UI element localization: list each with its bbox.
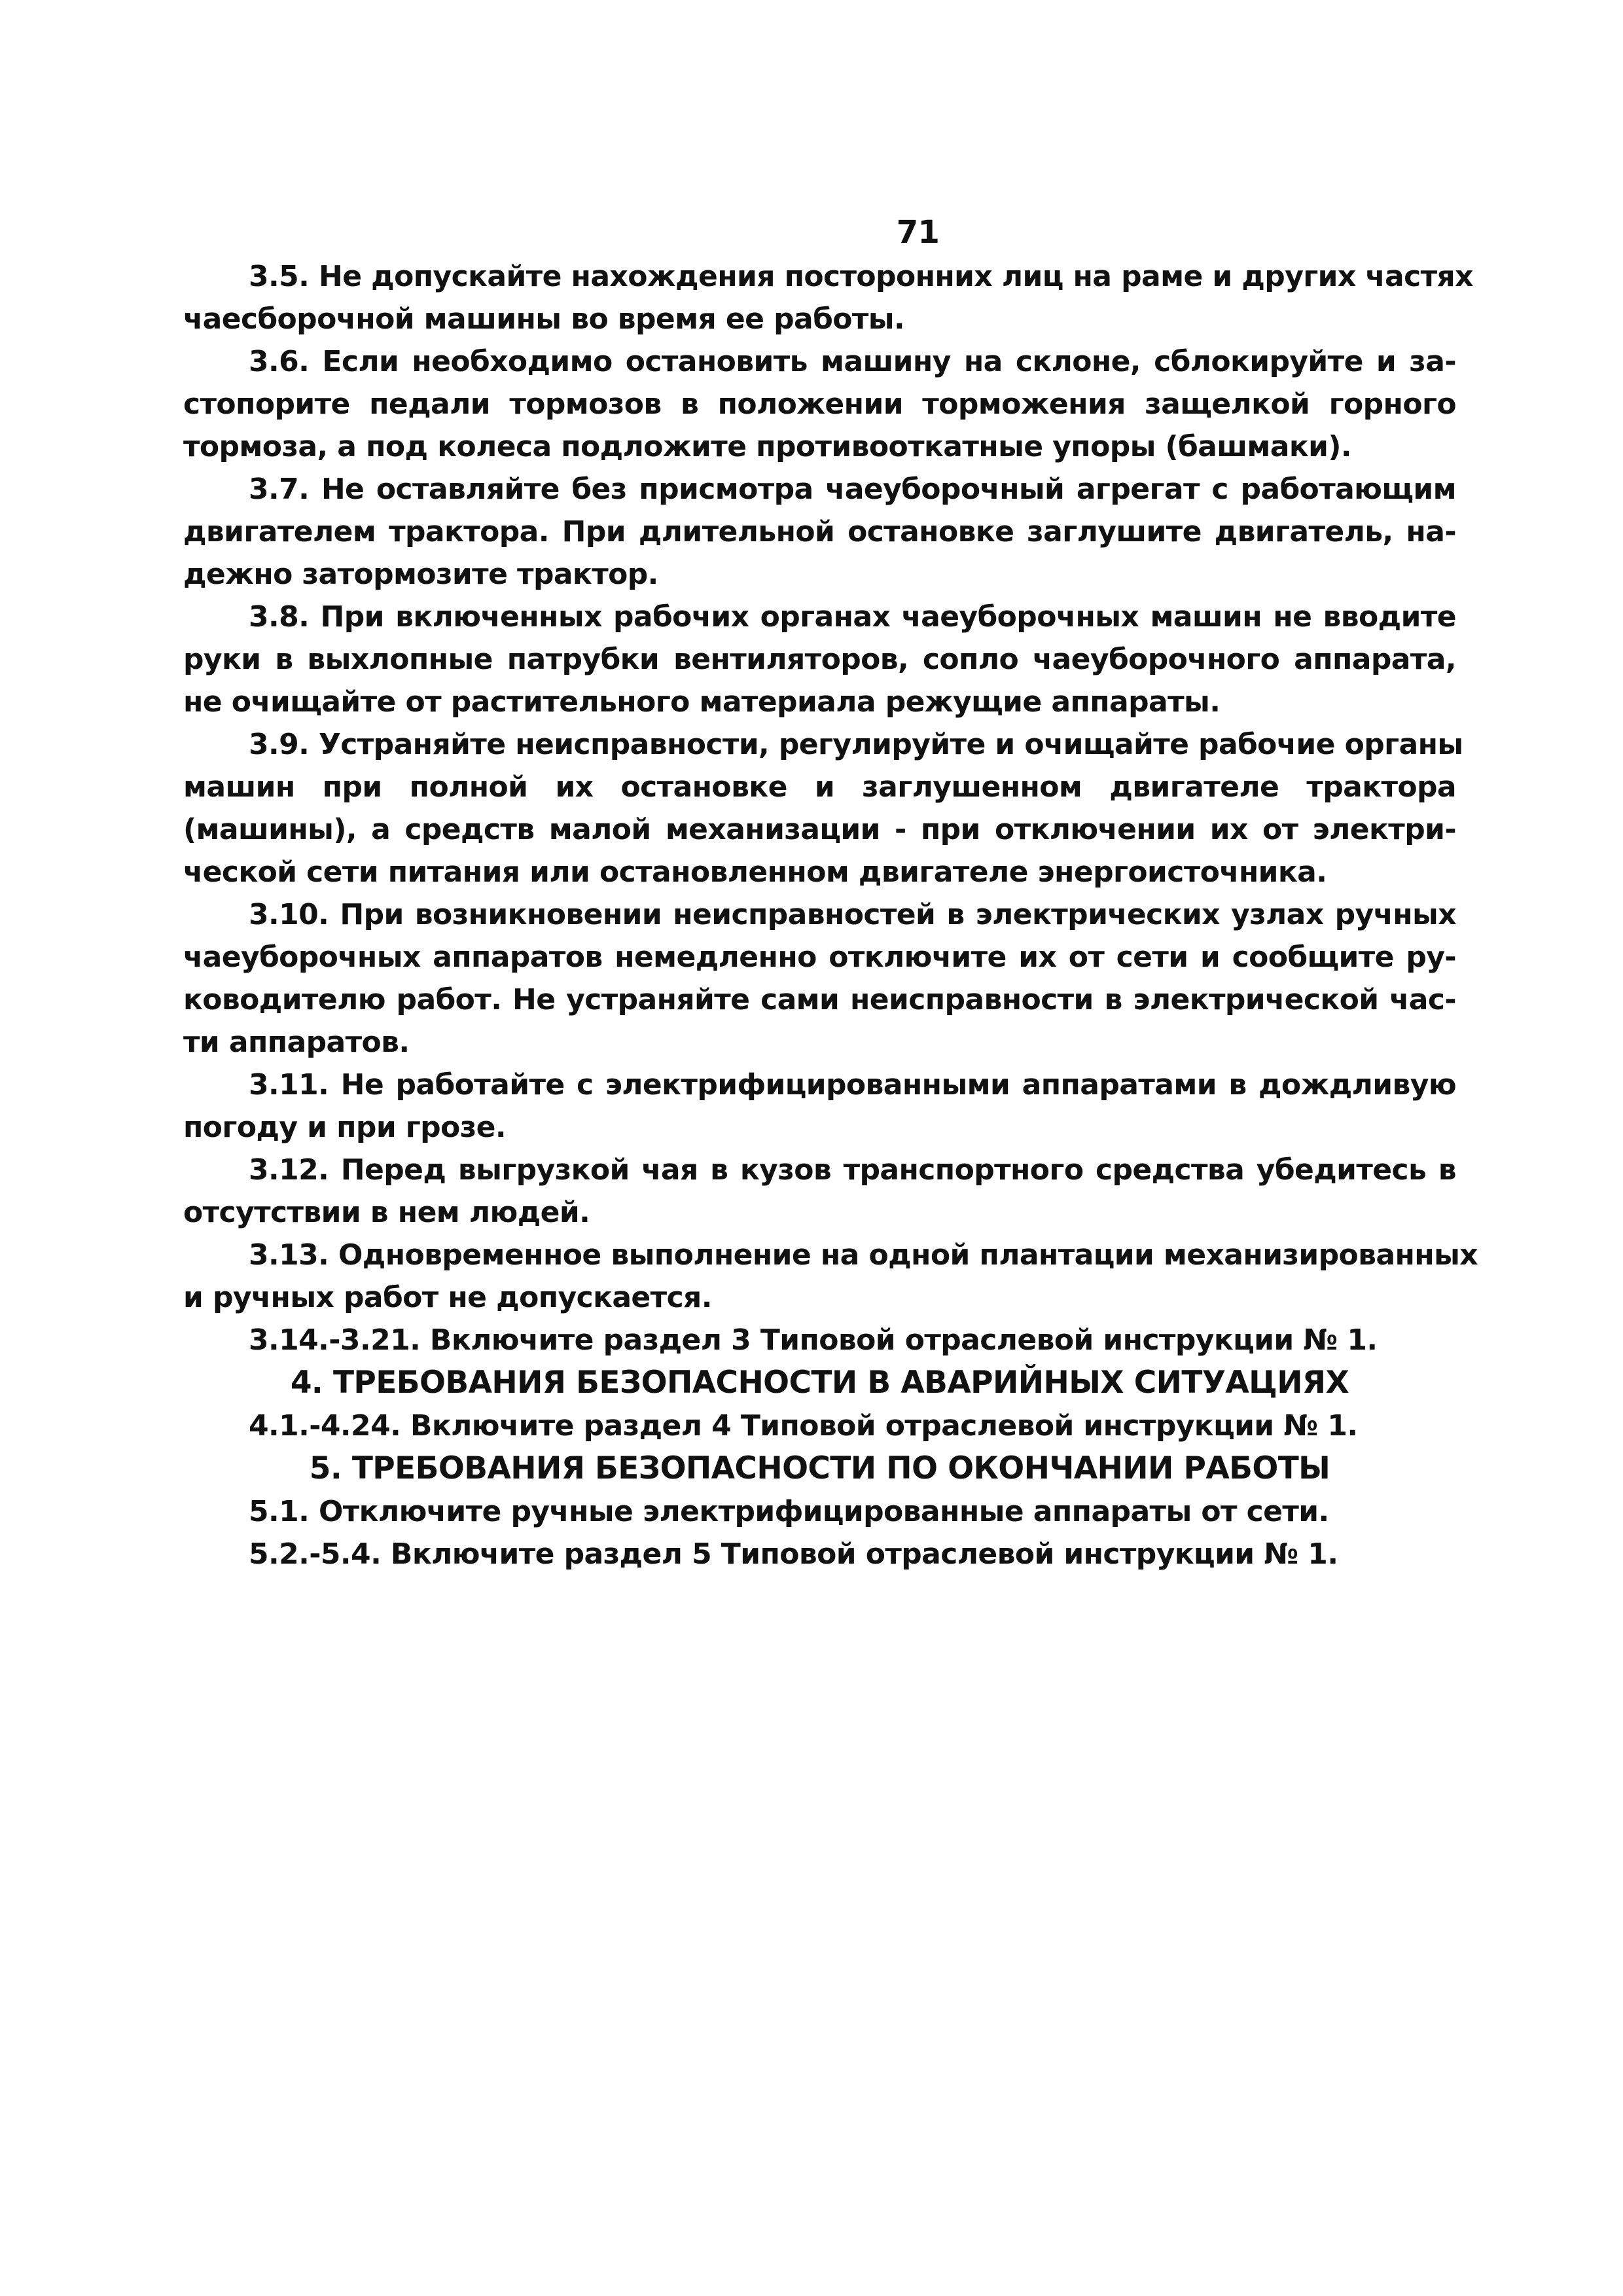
text-line: чаеуборочных аппаратов немедленно отключите их от сети и сообщите ру- bbox=[183, 941, 1456, 974]
text-line: погоду и при грозе. bbox=[183, 1111, 507, 1144]
text-line: 3.6. Если необходимо остановить машину на склоне, сблокируйте и за- bbox=[249, 345, 1456, 378]
text-line: 3.7. Не оставляйте без присмотра чаеуборочный агрегат с работающим bbox=[249, 473, 1456, 506]
section-heading-5: 5. ТРЕБОВАНИЯ БЕЗОПАСНОСТИ ПО ОКОНЧАНИИ РАБОТЫ bbox=[309, 1450, 1330, 1486]
text-line: чаесборочной машины во время ее работы. bbox=[183, 302, 905, 336]
page-number: 71 bbox=[896, 214, 940, 251]
text-line: 3.9. Устраняйте неисправности, регулируйте и очищайте рабочие органы bbox=[249, 728, 1463, 761]
text-line: и ручных работ не допускается. bbox=[183, 1281, 712, 1314]
text-line: 3.13. Одновременное выполнение на одной плантации механизированных bbox=[249, 1238, 1478, 1272]
text-line: двигателем трактора. При длительной остановке заглушите двигатель, на- bbox=[183, 515, 1456, 548]
section-heading-4: 4. ТРЕБОВАНИЯ БЕЗОПАСНОСТИ В АВАРИЙНЫХ СИТУАЦИЯХ bbox=[290, 1365, 1349, 1401]
text-line: дежно затормозите трактор. bbox=[183, 558, 658, 591]
text-line: стопорите педали тормозов в положении торможения защелкой горного bbox=[183, 387, 1456, 421]
page-content bbox=[183, 209, 1478, 1575]
paragraph-3-11 bbox=[183, 1064, 1456, 1149]
text-line: (машины), а средств малой механизации - при отключении их от электри- bbox=[183, 813, 1456, 846]
text-line: тормоза, а под колеса подложите противооткатные упоры (башмаки). bbox=[183, 430, 1351, 463]
paragraph-3-13 bbox=[183, 1234, 1478, 1319]
text-line: 3.12. Перед выгрузкой чая в кузов транспортного средства убедитесь в bbox=[249, 1153, 1456, 1187]
text-line: ческой сети питания или остановленном двигателе энергоисточника. bbox=[183, 855, 1327, 889]
text-line: не очищайте от растительного материала режущие аппараты. bbox=[183, 685, 1221, 719]
paragraph-3-8 bbox=[183, 596, 1456, 723]
paragraph-3-12 bbox=[183, 1149, 1456, 1234]
text-line: 3.5. Не допускайте нахождения посторонних лиц на раме и других частях bbox=[249, 260, 1473, 293]
paragraph-3-6 bbox=[183, 340, 1456, 468]
paragraph-5-2-5-4: 5.2.-5.4. Включите раздел 5 Типовой отраслевой инструкции № 1. bbox=[249, 1537, 1338, 1571]
paragraph-3-14-3-21: 3.14.-3.21. Включите раздел 3 Типовой отраслевой инструкции № 1. bbox=[249, 1323, 1378, 1357]
paragraph-3-7 bbox=[183, 468, 1456, 596]
paragraph-5-1: 5.1. Отключите ручные электрифицированные аппараты от сети. bbox=[249, 1495, 1329, 1528]
text-line: ти аппаратов. bbox=[183, 1026, 410, 1059]
paragraph-3-10 bbox=[183, 893, 1456, 1064]
text-line: машин при полной их остановке и заглушенном двигателе трактора bbox=[183, 770, 1456, 804]
text-line: 3.8. При включенных рабочих органах чаеуборочных машин не вводите bbox=[249, 600, 1456, 634]
text-line: 3.11. Не работайте с электрифицированными аппаратами в дождливую bbox=[249, 1068, 1456, 1102]
text-line: руки в выхлопные патрубки вентиляторов, сопло чаеуборочного аппарата, bbox=[183, 643, 1456, 676]
text-line: отсутствии в нем людей. bbox=[183, 1196, 590, 1229]
paragraph-3-5 bbox=[183, 255, 1473, 340]
paragraph-list bbox=[183, 255, 1478, 1319]
paragraph-3-9 bbox=[183, 723, 1463, 893]
paragraph-4-1-4-24: 4.1.-4.24. Включите раздел 4 Типовой отраслевой инструкции № 1. bbox=[249, 1409, 1358, 1443]
text-line: ководителю работ. Не устраняйте сами неисправности в электрической час- bbox=[183, 983, 1456, 1016]
text-line: 3.10. При возникновении неисправностей в электрических узлах ручных bbox=[249, 898, 1456, 931]
